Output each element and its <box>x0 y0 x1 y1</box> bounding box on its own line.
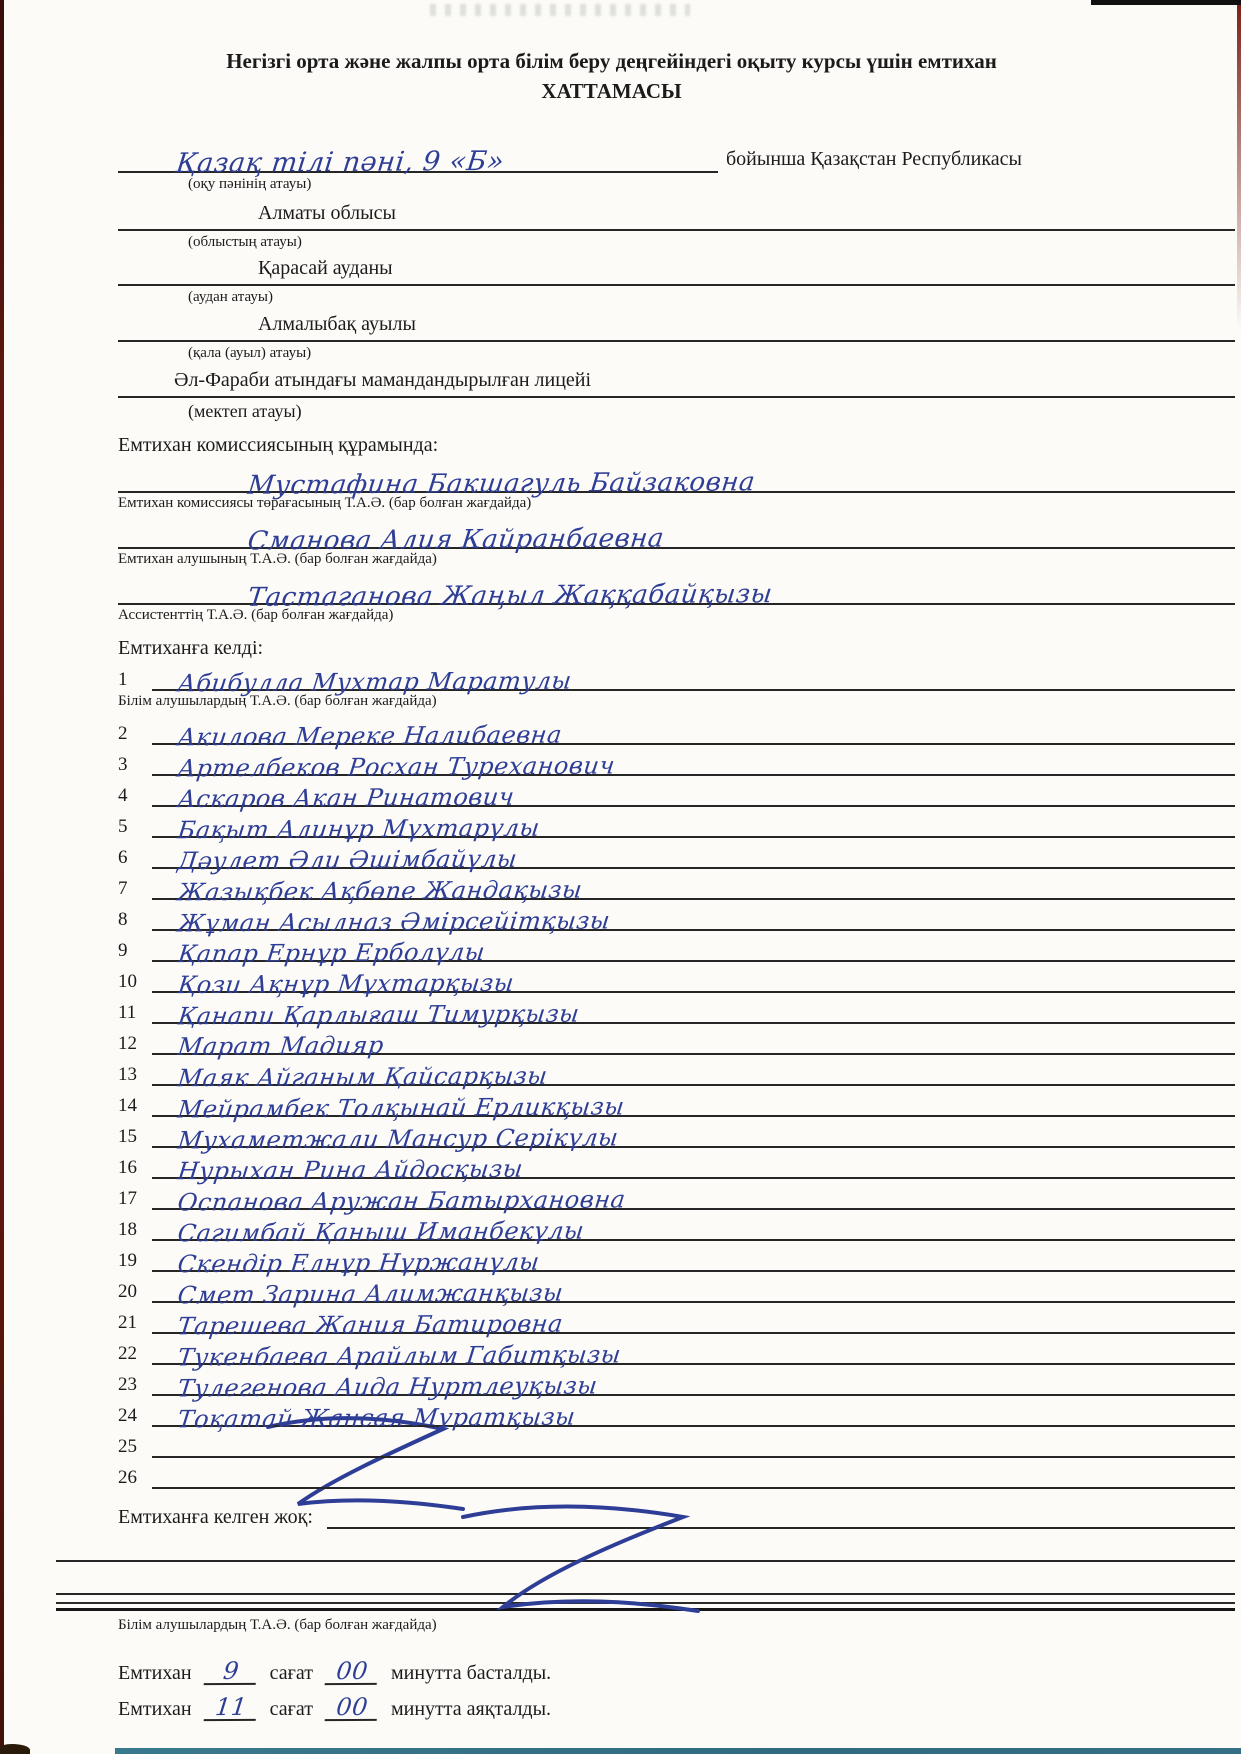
field-oblast <box>118 202 1235 252</box>
student-row <box>118 807 1235 845</box>
commission-assistant-line <box>118 569 1235 613</box>
scan-edge-right <box>1237 0 1241 330</box>
student-number: 25 <box>118 1436 137 1458</box>
student-name-handwritten: Оспанова Аружан Батырхановна <box>176 1185 628 1217</box>
commission-chairman-name: Мустафина Бакшагуль Байзаковна <box>246 467 757 502</box>
student-row <box>118 900 1235 938</box>
student-number: 10 <box>118 971 137 993</box>
student-name-line <box>152 900 1235 938</box>
student-name-line <box>152 1179 1235 1217</box>
commission-member-examiner <box>118 513 1235 569</box>
field-village-value: Алмалыбақ ауылы <box>118 313 1235 342</box>
field-village-label: (қала (ауыл) атауы) <box>188 345 312 362</box>
student-name-line <box>152 1396 1235 1434</box>
absent-section <box>118 1497 1235 1635</box>
student-name-handwritten: Мейрамбек Толқынай Ерликқызы <box>176 1092 627 1124</box>
student-row <box>118 869 1235 907</box>
student-name-line <box>152 776 1235 814</box>
student-name-line <box>152 931 1235 969</box>
document-title-line1: Негізгі орта және жалпы орта білім беру деңгейіндегі оқыту курсы үшін емтихан <box>226 49 997 73</box>
student-name-line <box>152 1272 1235 1310</box>
scan-noise <box>430 4 690 16</box>
student-name-line <box>152 1024 1235 1062</box>
student-row <box>118 993 1235 1031</box>
student-number: 13 <box>118 1064 137 1086</box>
field-district-label: (аудан атауы) <box>188 289 273 306</box>
student-row <box>118 1241 1235 1279</box>
commission-examiner-label: Емтихан алушының Т.А.Ә. (бар болған жағдайда) <box>118 551 437 568</box>
student-row <box>118 962 1235 1000</box>
student-name-line <box>152 1365 1235 1403</box>
exam-start-hour-unit: сағат <box>269 1662 313 1685</box>
student-name-handwritten: Тукенбаева Арайлым Габитқызы <box>176 1340 623 1372</box>
student-name-handwritten: Марат Мадияр <box>176 1031 386 1062</box>
absent-blank-line <box>56 1562 1235 1595</box>
student-name-handwritten: Тулегенова Аида Нуртлеуқызы <box>176 1371 600 1403</box>
students-roster <box>118 714 1235 1489</box>
student-number: 9 <box>118 940 128 962</box>
student-number: 15 <box>118 1126 137 1148</box>
exam-end-word: Емтихан <box>118 1698 192 1721</box>
subject-field-line <box>118 127 718 180</box>
attendance-heading: Емтиханға келді: <box>118 636 264 659</box>
exam-end-minute-handwritten: 00 <box>325 1697 380 1721</box>
student-name-handwritten: Акилова Мереке Налибаевна <box>176 721 564 752</box>
student-name-handwritten: Дәулет Әли Әшімбайұлы <box>176 845 519 876</box>
student-name-line <box>152 807 1235 845</box>
form-content <box>118 46 1235 1721</box>
field-oblast-label: (облыстың атауы) <box>188 233 302 250</box>
student-number: 16 <box>118 1157 137 1179</box>
student-number: 19 <box>118 1250 137 1272</box>
student-name-line <box>152 1303 1235 1341</box>
student-number: 24 <box>118 1405 137 1427</box>
scan-corner-blob <box>0 1744 30 1754</box>
subject-printed-suffix: бойынша Қазақстан Республикасы <box>726 147 1022 170</box>
student-name-handwritten: Маяк Айганым Қайсарқызы <box>176 1062 550 1093</box>
student-number: 23 <box>118 1374 137 1396</box>
student-name-line <box>152 869 1235 907</box>
student-name-handwritten: Бақыт Алинұр Мұхтарұлы <box>176 814 542 845</box>
field-oblast-value: Алматы облысы <box>118 202 1235 231</box>
student-name-line <box>152 1427 1235 1458</box>
exam-end-rest: минутта аяқталды. <box>390 1698 552 1721</box>
student-number: 21 <box>118 1312 137 1334</box>
student-row <box>118 1055 1235 1093</box>
student-name-handwritten: Тарешева Жания Батировна <box>176 1310 565 1341</box>
field-district-value: Қарасай ауданы <box>118 257 1235 286</box>
student-name-handwritten: Артелбеков Росхан Туреханович <box>176 751 617 783</box>
field-school-label: (мектеп атауы) <box>188 400 302 421</box>
absent-heading: Емтиханға келген жоқ: <box>118 1506 313 1529</box>
students-label: Білім алушылардың Т.А.Ә. (бар болған жағдайда) <box>118 692 437 709</box>
student-name-line <box>152 745 1235 783</box>
commission-member-assistant <box>118 569 1235 625</box>
student-name-handwritten: Скендір Елнұр Нұржанұлы <box>176 1248 542 1279</box>
field-school <box>118 369 1235 423</box>
commission-member-chairman <box>118 457 1235 513</box>
student-name-line <box>152 1210 1235 1248</box>
student-name-line <box>152 838 1235 876</box>
student-row <box>118 1179 1235 1217</box>
student-name-line <box>152 1241 1235 1279</box>
student-row <box>118 1148 1235 1186</box>
student-row <box>118 1272 1235 1310</box>
student-number: 3 <box>118 754 128 776</box>
student-number: 8 <box>118 909 128 931</box>
student-name-handwritten: Қапар Ернұр Ерболұлы <box>176 938 487 969</box>
student-number: 4 <box>118 785 128 807</box>
absent-blank-line <box>56 1529 1235 1562</box>
exam-end-hour-unit: сағат <box>269 1698 313 1721</box>
commission-examiner-name: Сманова Алия Кайранбаевна <box>246 523 666 557</box>
student-name-handwritten: Тоқатай Жансая Мұратқызы <box>176 1402 577 1434</box>
scan-bottom-strip <box>115 1748 1241 1754</box>
student-name-line <box>152 660 1235 697</box>
subject-field-label: (оқу пәнінің атауы) <box>188 175 312 192</box>
section-separator-line <box>56 1602 1235 1611</box>
student-name-line <box>152 1086 1235 1124</box>
subject-handwritten-value: Қазақ тілі пәні, 9 «Б» <box>174 145 506 180</box>
student-name-handwritten: Қози Ақнұр Мұхтарқызы <box>176 969 516 1000</box>
student-number: 17 <box>118 1188 137 1210</box>
exam-start-time-row <box>118 1657 1235 1686</box>
commission-chairman-line <box>118 457 1235 502</box>
student-row <box>118 1303 1235 1341</box>
student-number: 5 <box>118 816 128 838</box>
student-row <box>118 931 1235 969</box>
student-name-line <box>152 1334 1235 1372</box>
student-row <box>118 1427 1235 1458</box>
document-title <box>118 46 1235 107</box>
document-title-line2: ХАТТАМАСЫ <box>541 79 682 104</box>
commission-examiner-line <box>118 513 1235 557</box>
absent-blank-line <box>327 1497 1235 1529</box>
student-name-handwritten: Жазықбек Ақбөпе Жандақызы <box>176 875 584 907</box>
student-number: 18 <box>118 1219 137 1241</box>
student-row <box>118 1334 1235 1372</box>
student-name-handwritten: Мухаметжали Мансур Серікұлы <box>176 1123 620 1155</box>
field-village <box>118 313 1235 363</box>
student-name-line <box>152 1055 1235 1093</box>
student-row <box>118 1210 1235 1248</box>
student-number: 12 <box>118 1033 137 1055</box>
student-name-handwritten: Қанапи Қарлығаш Тимурқызы <box>176 999 582 1031</box>
student-name-handwritten: Сагимбай Қаныш Иманбекұлы <box>176 1216 586 1248</box>
exam-start-hour-handwritten: 9 <box>203 1661 258 1685</box>
exam-start-rest: минутта басталды. <box>390 1662 552 1685</box>
field-district <box>118 257 1235 307</box>
student-row <box>118 1086 1235 1124</box>
commission-heading: Емтихан комиссиясының құрамында: <box>118 434 439 457</box>
student-number: 14 <box>118 1095 137 1117</box>
student-name-handwritten: Нурыхан Рина Айдосқызы <box>176 1155 525 1186</box>
student-row <box>118 714 1235 752</box>
student-number: 6 <box>118 847 128 869</box>
student-name-handwritten: Жұман Асылназ Әмірсейітқызы <box>176 906 612 938</box>
student-row <box>118 1365 1235 1403</box>
student-number: 1 <box>118 668 128 690</box>
student-name-line <box>152 993 1235 1031</box>
student-number: 11 <box>118 1002 137 1024</box>
field-school-value: Әл-Фараби атындағы мамандандырылған лицейі <box>118 369 1235 398</box>
student-row <box>118 1024 1235 1062</box>
student-number: 22 <box>118 1343 137 1365</box>
student-row <box>118 1396 1235 1434</box>
student-row <box>118 660 1235 697</box>
commission-assistant-label: Ассистенттің Т.А.Ә. (бар болған жағдайда) <box>118 606 394 623</box>
exam-end-hour-handwritten: 11 <box>203 1697 258 1721</box>
student-name-handwritten: Смет Зарина Алимжанқызы <box>176 1279 565 1310</box>
student-name-line <box>152 1148 1235 1186</box>
student-row <box>118 1458 1235 1489</box>
student-name-handwritten: Аскаров Акан Ринатович <box>176 783 516 814</box>
student-number: 2 <box>118 723 128 745</box>
exam-start-word: Емтихан <box>118 1662 192 1685</box>
exam-start-minute-handwritten: 00 <box>325 1661 380 1685</box>
absent-students-label: Білім алушылардың Т.А.Ә. (бар болған жағдайда) <box>118 1617 437 1634</box>
student-row <box>118 776 1235 814</box>
student-number: 20 <box>118 1281 137 1303</box>
student-name-line <box>152 962 1235 1000</box>
scan-top-bar <box>1091 0 1241 5</box>
scan-edge-left <box>0 0 4 1754</box>
student-row <box>118 1117 1235 1155</box>
subject-row <box>118 127 1235 180</box>
absent-heading-row <box>118 1497 1235 1529</box>
student-name-line <box>152 1117 1235 1155</box>
student-name-line <box>152 714 1235 752</box>
commission-assistant-name: Тастаганова Жаңыл Жаққабайқызы <box>246 579 775 613</box>
student-name-line <box>152 1458 1235 1489</box>
student-row <box>118 838 1235 876</box>
exam-end-time-row <box>118 1693 1235 1722</box>
commission-chairman-label: Емтихан комиссиясы төрағасының Т.А.Ә. (бар болған жағдайда) <box>118 495 532 512</box>
student-number: 26 <box>118 1467 137 1489</box>
student-name-handwritten: Абибулла Мухтар Маратулы <box>176 666 574 697</box>
student-number: 7 <box>118 878 128 900</box>
student-row <box>118 745 1235 783</box>
